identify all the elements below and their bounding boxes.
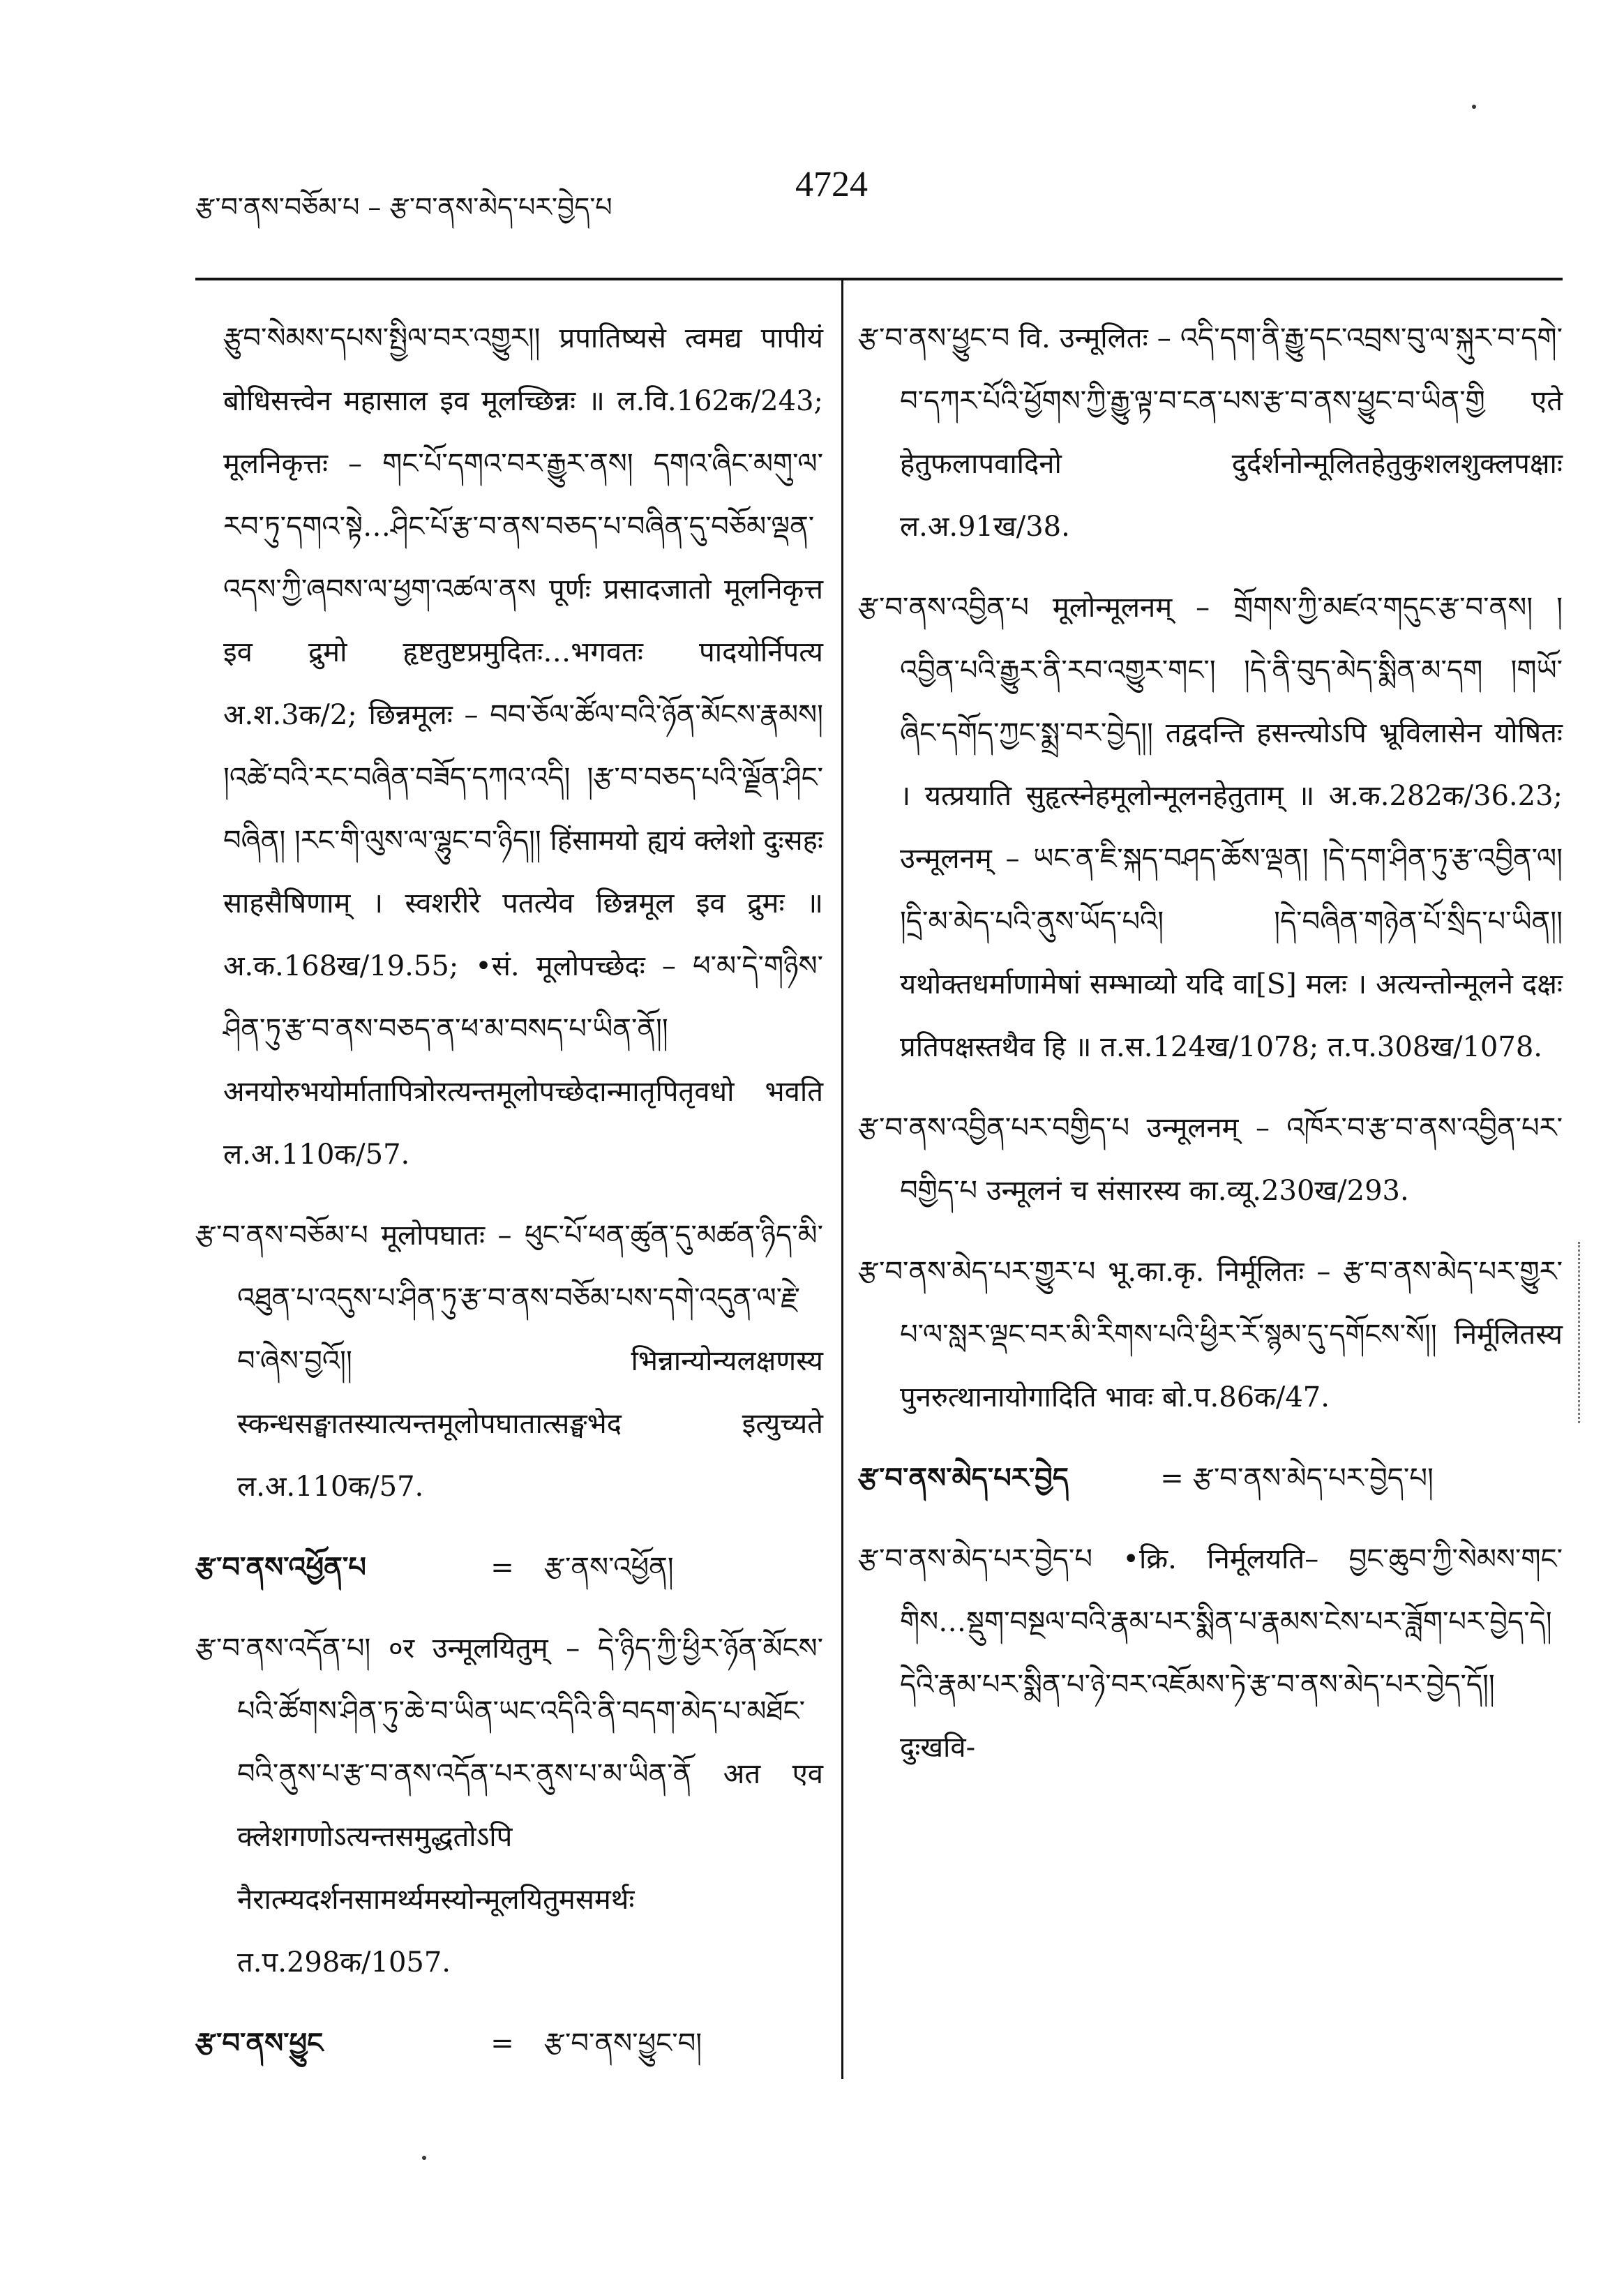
left-column	[195, 307, 823, 2093]
scan-speck	[1472, 105, 1476, 109]
entry-text: རྩ་བ་ནས་འབྱིན་པ मूलोन्मूलनम् – གྲོགས་ཀྱི་མཛའ་གདུང་རྩ་བ་ནས། །འབྱིན་པའི་རྒྱུར་ནི་རབ་འགྱུར་གང་། །དེ་ནི་བུད་མེད་སྨིན་མ་དག །གཡོ་ཞིང་དགོད་ཀྱང་སྨྲ་བར་བྱེད།། तद्वदन्ति हसन्त्योऽपि भ्रूविलासेन योषितः । यत्प्रयाति सुहृत्स्नेहमूलोन्मूलनहेतुताम् ॥ अ.क.282क/36.23; उन्मूलनम् – ཡང་ན་ཇི་སྐད་བཤད་ཆོས་ལྡན། །དེ་དག་ཤིན་ཏུ་རྩ་འབྱིན་ལ། །དྲི་མ་མེད་པའི་ནུས་ཡོད་པའི། །དེ་བཞིན་གཉེན་པོ་སྲིད་པ་ཡིན།། यथोक्तधर्माणामेषां सम्भाव्यो यदि वा[S] मलः । अत्यन्तोन्मूलने दक्षः प्रतिपक्षस्तथैव हि ॥ त.स.124ख/1078; त.प.308ख/1078.	[858, 592, 1563, 1063]
dictionary-entry	[195, 1617, 823, 1994]
entry-text: རྩ་བ་ནས་བཅོམ་པ मूलोपघातः – ཕུང་པོ་ཕན་ཚུན་དུ་མཚན་ཉིད་མི་འཐུན་པ་འདུས་པ་ཤིན་ཏུ་རྩ་བ་ནས་བཅོམ་པས་དགེ་འདུན་ལ་རྗེ་བ་ཞེས་བྱའོ།། भिन्नान्योन्यलक्षणस्य स्कन्धसङ्घातस्यात्यन्तमूलोपघातात्सङ्घभेद इत्युच्यते ल.अ.110क/57.	[195, 1219, 823, 1503]
entry-text: རྩ་བ་ནས་མེད་པར་གྱུར་པ भू.का.कृ. निर्मूलितः – རྩ་བ་ནས་མེད་པར་གྱུར་པ་ལ་སླར་ལྡང་བར་མི་རིགས་པའི་ཕྱིར་རོ་སྙམ་དུ་དགོངས་སོ།། निर्मूलितस्य पुनरुत्थानायोगादिति भावः बो.प.86क/47.	[858, 1256, 1563, 1413]
dictionary-entry-continuation	[195, 307, 823, 1186]
dictionary-entry	[858, 1528, 1563, 1779]
dictionary-entry	[195, 1204, 823, 1518]
dictionary-entry	[858, 307, 1563, 558]
scan-margin-dots	[1578, 1242, 1580, 1423]
page-number: 4724	[795, 165, 868, 204]
header-entry-range: རྩ་བ་ནས་བཅོམ་པ – རྩ་བ་ནས་མེད་པར་བྱེད་པ	[195, 192, 612, 223]
entry-text: རྩུབ་སེམས་དཔས་སྤྱིལ་བར་འགྱུར།། प्रपातिष्यसे त्वमद्य पापीयं बोधिसत्त्वेन महासाल इव मूलच्छिन्नः ॥ ल.वि.162क/243; मूलनिकृत्तः – གང་པོ་དགའ་བར་རྒྱུར་ནས། དགའ་ཞིང་མགུ་ལ་རབ་ཏུ་དགའ་སྟེ…ཤིང་པོ་རྩ་བ་ནས་བཅད་པ་བཞིན་དུ་བཅོམ་ལྡན་འདས་ཀྱི་ཞབས་ལ་ཕྱག་འཚལ་ནས पूर्णः प्रसादजातो मूलनिकृत्त इव द्रुमो हृष्टतुष्टप्रमुदितः…भगवतः पादयोर्निपत्य अ.श.3क/2; छिन्नमूलः – བབ་ཅོལ་ཚོལ་བའི་ཉོན་མོངས་རྣམས། །འཚེ་བའི་རང་བཞིན་བཟོད་དཀའ་འདི། །རྩ་བ་བཅད་པའི་ལྗོན་ཤིང་བཞིན། །རང་གི་ལུས་ལ་ལྷུང་བ་ཉིད།། हिंसामयो ह्ययं क्लेशो दुःसहः साहसैषिणाम् । स्वशरीरे पतत्येव छिन्नमूल इव द्रुमः ॥ अ.क.168ख/19.55; •सं. मूलोपच्छेदः – ཕ་མ་དེ་གཉིས་ཤིན་ཏུ་རྩ་བ་ནས་བཅད་ན་ཕ་མ་བསད་པ་ཡིན་ནོ།། अनयोरुभयोर्मातापित्रोरत्यन्तमूलोपच्छेदान्मातृपितृवधो भवति ल.अ.110क/57.	[223, 322, 823, 1171]
dictionary-entry	[858, 576, 1563, 1079]
dictionary-entry	[858, 1240, 1563, 1429]
entry-text: རྩ་བ་ནས་ཕྱུང་བ वि. उन्मूलितः – འདི་དག་ནི་རྒྱུ་དང་འབྲས་བུ་ལ་སྐུར་བ་དགེ་བ་དཀར་པོའི་ཕྱོགས་ཀྱི་རྒྱུ་ལྟ་བ་ངན་པས་རྩ་བ་ནས་ཕྱུང་བ་ཡིན་གྱི एते हेतुफलापवादिनो दुर्दर्शनोन्मूलितहेतुकुशलशुक्लपक्षाः ल.अ.91ख/38.	[858, 322, 1563, 543]
xref-equals: =	[490, 2027, 514, 2059]
xref-target: རྩ་བ་ནས་ཕྱུང་བ།	[544, 2027, 702, 2059]
cross-reference	[858, 1447, 1563, 1510]
xref-target: རྩ་བ་ནས་མེད་པར་བྱེད་པ།	[1193, 1462, 1434, 1494]
right-column	[858, 307, 1563, 1797]
cross-reference	[195, 1536, 823, 1599]
xref-target: རྩ་ནས་འཕྱོན།	[544, 1552, 674, 1584]
entry-text: རྩ་བ་ནས་འདོན་པ། ०र उन्मूलयितुम् – དེ་ཉིད་ཀྱི་ཕྱིར་ཉོན་མོངས་པའི་ཚོགས་ཤིན་ཏུ་ཆེ་བ་ཡིན་ཡང་འདིའི་ནི་བདག་མེད་པ་མཐོང་བའི་ནུས་པ་རྩ་བ་ནས་འདོན་པར་ནུས་པ་མ་ཡིན་ནོ अत एव क्लेशगणोऽत्यन्तसमुद्धतोऽपि नैरात्म्यदर्शनसामर्थ्यमस्योन्मूलयितुमसमर्थः त.प.298क/1057.	[195, 1633, 823, 1979]
xref-headword: རྩ་བ་ནས་ཕྱུང	[195, 2027, 324, 2059]
entry-text: རྩ་བ་ནས་མེད་པར་བྱེད་པ •क्रि. निर्मूलयति– བྱང་ཆུབ་ཀྱི་སེམས་གང་གིས…སྡུག་བསྔལ་བའི་རྣམ་པར་སྨིན་པ་རྣམས་ངེས་པར་ཟློག་པར་བྱེད་དེ། དེའི་རྣམ་པར་སྨིན་པ་ཉེ་བར་འཇོམས་ཏེ་རྩ་བ་ནས་མེད་པར་བྱེད་དོ།། दुःखवि-	[858, 1543, 1563, 1764]
xref-equals: =	[1160, 1462, 1184, 1494]
xref-headword: རྩ་བ་ནས་མེད་པར་བྱེད	[858, 1462, 1069, 1494]
xref-headword: རྩ་བ་ནས་འཕྱོན་པ	[195, 1551, 366, 1584]
column-divider	[841, 279, 843, 2079]
running-header	[195, 164, 1563, 227]
dictionary-entry	[858, 1097, 1563, 1222]
scan-speck	[422, 2156, 426, 2160]
header-rule	[195, 278, 1563, 280]
cross-reference	[195, 2012, 823, 2075]
entry-text: རྩ་བ་ནས་འབྱིན་པར་བགྱིད་པ उन्मूलनम् – འཁོར་བ་རྩ་བ་ནས་འབྱིན་པར་བགྱིད་པ उन्मूलनं च संसारस्य का.व्यू.230ख/293.	[858, 1112, 1563, 1207]
xref-equals: =	[490, 1552, 514, 1584]
